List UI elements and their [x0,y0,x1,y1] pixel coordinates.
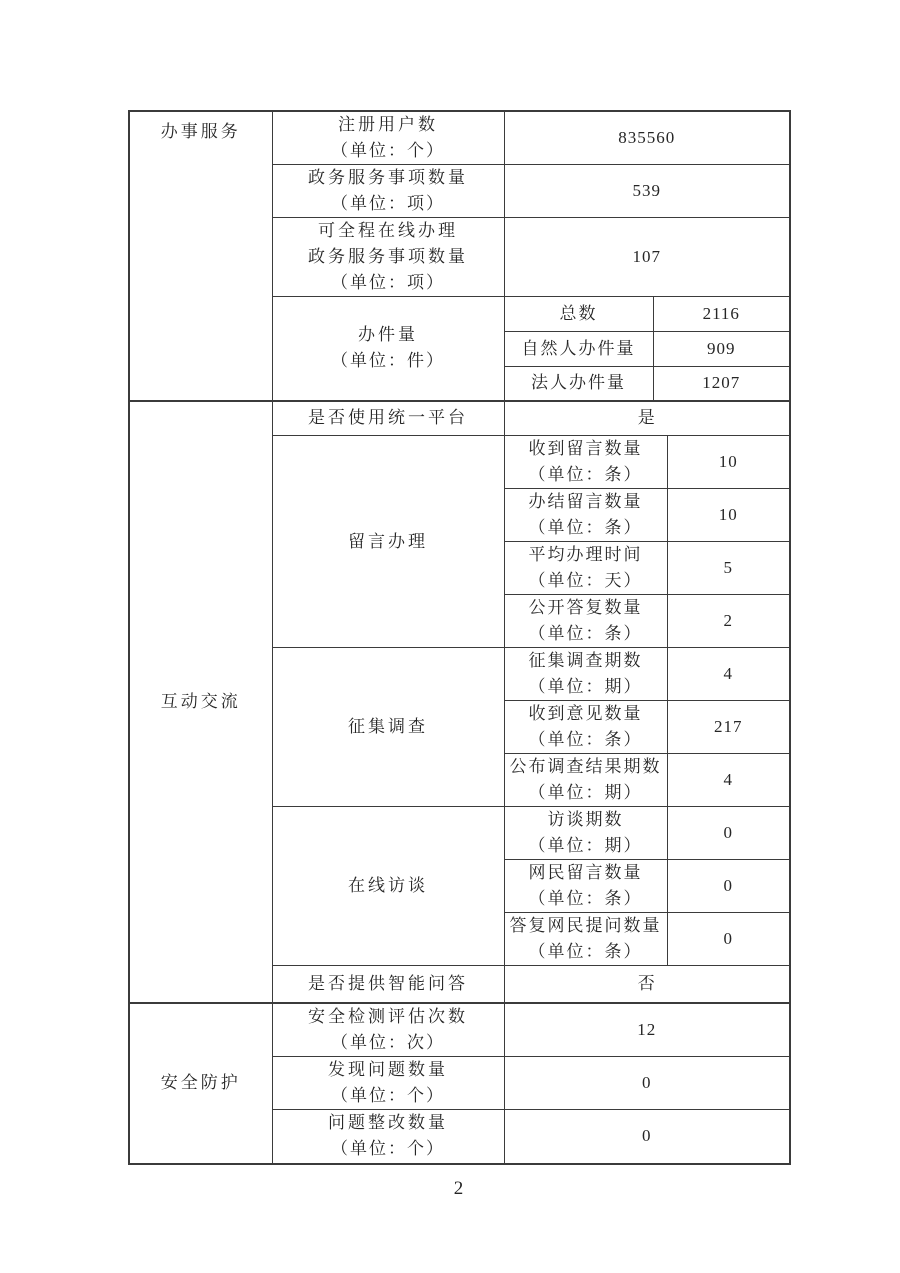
metric-value: 0 [504,1056,790,1109]
table-row [129,111,790,165]
metric-unit: （单位：件） [331,351,445,371]
table-row [129,1003,790,1057]
submetric-name-line: 公布调查结果期数 [509,757,662,776]
submetric-name [504,489,667,542]
category-cell-service: 办事服务 [129,111,272,401]
submetric-name [504,754,667,807]
submetric-unit: （单位：期） [528,836,643,855]
submetric-name-line: 征集调查期数 [528,651,643,670]
submetric-name-line: 访谈期数 [547,810,624,829]
submetric-name [504,648,667,701]
metric-label: 征集调查 [272,648,504,807]
metric-value: 539 [504,165,790,218]
metric-value: 是 [504,401,790,436]
submetric-unit: （单位：天） [528,571,643,590]
submetric-name [504,436,667,489]
metric-unit: （单位：个） [331,1085,445,1105]
metric-unit: （单位：个） [331,1139,445,1159]
submetric-value: 4 [667,648,790,701]
submetric-value: 0 [667,807,790,860]
metric-name: 注册用户数 [338,115,438,134]
submetric-name-line: 办结留言数量 [528,492,643,511]
submetric-name [504,860,667,913]
metric-value: 0 [504,1109,790,1164]
submetric-unit: （单位：条） [528,730,643,749]
submetric-value: 909 [653,332,790,367]
metric-label: 是否提供智能问答 [272,966,504,1003]
metric-name: 办件量 [358,325,418,345]
metric-label [272,1109,504,1164]
submetric-value: 10 [667,489,790,542]
submetric-unit: （单位：条） [528,518,643,537]
metric-unit: （单位：次） [331,1032,445,1052]
section-interaction [129,401,790,1003]
submetric-name [504,913,667,966]
metric-label [272,218,504,297]
submetric-unit: （单位：期） [528,677,643,696]
submetric-value: 0 [667,913,790,966]
category-cell-interaction: 互动交流 [129,401,272,1003]
metric-label: 留言办理 [272,436,504,648]
submetric-name-line: 网民留言数量 [528,863,643,882]
submetric-name [504,701,667,754]
submetric-name: 自然人办件量 [504,332,653,367]
submetric-name [504,542,667,595]
section-security [129,1003,790,1165]
metric-name: 安全检测评估次数 [308,1006,468,1026]
metric-label [272,1003,504,1057]
metric-unit: （单位：项） [331,194,445,213]
submetric-value: 0 [667,860,790,913]
metric-name: 政务服务事项数量 [308,247,468,266]
submetric-name-line: 平均办理时间 [528,545,643,564]
metric-name: 政务服务事项数量 [308,168,468,187]
submetric-unit: （单位：条） [528,942,643,961]
submetric-name-line: 答复网民提问数量 [509,916,662,935]
metric-value: 否 [504,966,790,1003]
metric-value: 835560 [504,111,790,165]
metric-label: 在线访谈 [272,807,504,966]
submetric-name [504,807,667,860]
metric-unit: （单位：项） [331,273,445,292]
submetric-value: 10 [667,436,790,489]
submetric-value: 2116 [653,297,790,332]
section-service [129,111,790,401]
submetric-name: 总数 [504,297,653,332]
metric-name: 可全程在线办理 [318,221,458,240]
report-table [128,110,791,1165]
metric-value: 12 [504,1003,790,1057]
metric-label [272,297,504,401]
submetric-value: 217 [667,701,790,754]
submetric-value: 1207 [653,367,790,401]
submetric-name [504,595,667,648]
submetric-unit: （单位：条） [528,465,643,484]
metric-label [272,1056,504,1109]
metric-unit: （单位：个） [331,141,445,160]
metric-label [272,111,504,165]
submetric-unit: （单位：条） [528,889,643,908]
page-number: 2 [453,1178,464,1199]
submetric-unit: （单位：期） [528,783,643,802]
submetric-name-line: 公开答复数量 [528,598,643,617]
metric-name: 问题整改数量 [328,1113,448,1133]
metric-name: 发现问题数量 [328,1059,448,1079]
submetric-name-line: 收到意见数量 [528,704,643,723]
submetric-name: 法人办件量 [504,367,653,401]
metric-label: 是否使用统一平台 [272,401,504,436]
submetric-name-line: 收到留言数量 [528,439,643,458]
submetric-unit: （单位：条） [528,624,643,643]
submetric-value: 5 [667,542,790,595]
table-row [129,401,790,436]
metric-label [272,165,504,218]
metric-value: 107 [504,218,790,297]
category-cell-security: 安全防护 [129,1003,272,1165]
submetric-value: 4 [667,754,790,807]
submetric-value: 2 [667,595,790,648]
